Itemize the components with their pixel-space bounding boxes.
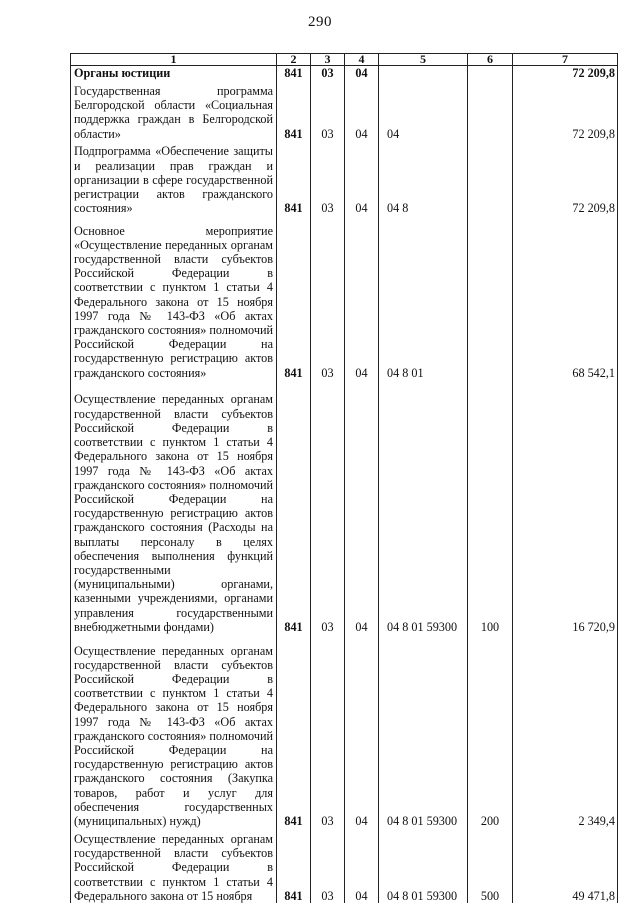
row-name: Основное мероприятие «Осуществление переданных органам государственной власти субъектов Российской Федерации в соответствии с пунктом 1 статьи 4 Федерального закона от 15 ноября 1997 года № 143-ФЗ «Об актах гражданского состояния» полномочий Российской Федерации на государственную регистрацию актов гражданского состояния»: [71, 215, 277, 379]
subsection-code: 04: [345, 380, 379, 634]
subsection-code: 04: [345, 81, 379, 141]
table-row: [71, 81, 618, 141]
target-code: 04 8 01 59300: [379, 634, 468, 828]
expense-type: [468, 215, 513, 379]
subsection-code: 04: [345, 215, 379, 379]
section-code: 03: [311, 81, 345, 141]
column-header: 6: [468, 54, 513, 66]
target-code: 04 8: [379, 141, 468, 216]
section-code: 03: [311, 828, 345, 903]
amount: 72 209,8: [513, 81, 618, 141]
expense-type: 100: [468, 380, 513, 634]
section-code: 03: [311, 634, 345, 828]
amount: 72 209,8: [513, 141, 618, 216]
page-number: 290: [308, 14, 332, 30]
row-name: Осуществление переданных органам государственной власти субъектов Российской Федерации в соответствии с пунктом 1 статьи 4 Федерального закона от 15 ноября: [71, 828, 277, 903]
column-header: 2: [277, 54, 311, 66]
ministry-code: 841: [277, 828, 311, 903]
table-row: [71, 215, 618, 379]
table-row: [71, 634, 618, 828]
ministry-code: 841: [277, 81, 311, 141]
expense-type: 200: [468, 634, 513, 828]
ministry-code: 841: [277, 141, 311, 216]
column-header: 1: [71, 54, 277, 66]
amount: 16 720,9: [513, 380, 618, 634]
target-code: [379, 66, 468, 81]
row-name: Осуществление переданных органам государственной власти субъектов Российской Федерации в соответствии с пунктом 1 статьи 4 Федерального закона от 15 ноября 1997 года № 143-ФЗ «Об актах гражданского состояния» полномочий Российской Федерации на государственную регистрацию актов гражданского состояния (Расходы на выплаты персоналу в целях обеспечения выполнения функций государственными (муниципальными) органами, казенными учреждениями, органами управления государственными внебюджетными фондами): [71, 380, 277, 634]
subsection-code: 04: [345, 141, 379, 216]
table-row: [71, 828, 618, 903]
section-code: 03: [311, 215, 345, 379]
row-name: Осуществление переданных органам государственной власти субъектов Российской Федерации в соответствии с пунктом 1 статьи 4 Федерального закона от 15 ноября 1997 года № 143-ФЗ «Об актах гражданского состояния» полномочий Российской Федерации на государственную регистрацию актов гражданского состояния (Закупка товаров, работ и услуг для обеспечения государственных (муниципальных) нужд): [71, 634, 277, 828]
row-name: Органы юстиции: [71, 66, 277, 81]
amount: 49 471,8: [513, 828, 618, 903]
column-header: 5: [379, 54, 468, 66]
amount: 72 209,8: [513, 66, 618, 81]
section-code: 03: [311, 141, 345, 216]
amount: 68 542,1: [513, 215, 618, 379]
ministry-code: 841: [277, 66, 311, 81]
ministry-code: 841: [277, 380, 311, 634]
target-code: 04 8 01: [379, 215, 468, 379]
expense-type: 500: [468, 828, 513, 903]
table-row: [71, 66, 618, 81]
budget-table: [70, 53, 618, 903]
column-header: 7: [513, 54, 618, 66]
row-name: Государственная программа Белгородской области «Социальная поддержка граждан в Белгородской области»: [71, 81, 277, 141]
column-header: 3: [311, 54, 345, 66]
subsection-code: 04: [345, 66, 379, 81]
section-code: 03: [311, 66, 345, 81]
table-row: [71, 141, 618, 216]
ministry-code: 841: [277, 215, 311, 379]
subsection-code: 04: [345, 634, 379, 828]
section-code: 03: [311, 380, 345, 634]
target-code: 04 8 01 59300: [379, 828, 468, 903]
expense-type: [468, 81, 513, 141]
expense-type: [468, 66, 513, 81]
subsection-code: 04: [345, 828, 379, 903]
ministry-code: 841: [277, 634, 311, 828]
amount: 2 349,4: [513, 634, 618, 828]
target-code: 04 8 01 59300: [379, 380, 468, 634]
table-header-row: [71, 54, 618, 66]
target-code: 04: [379, 81, 468, 141]
expense-type: [468, 141, 513, 216]
table-row: [71, 380, 618, 634]
column-header: 4: [345, 54, 379, 66]
row-name: Подпрограмма «Обеспечение защиты и реализации прав граждан и организации в сфере государственной регистрации актов гражданского состояния»: [71, 141, 277, 216]
